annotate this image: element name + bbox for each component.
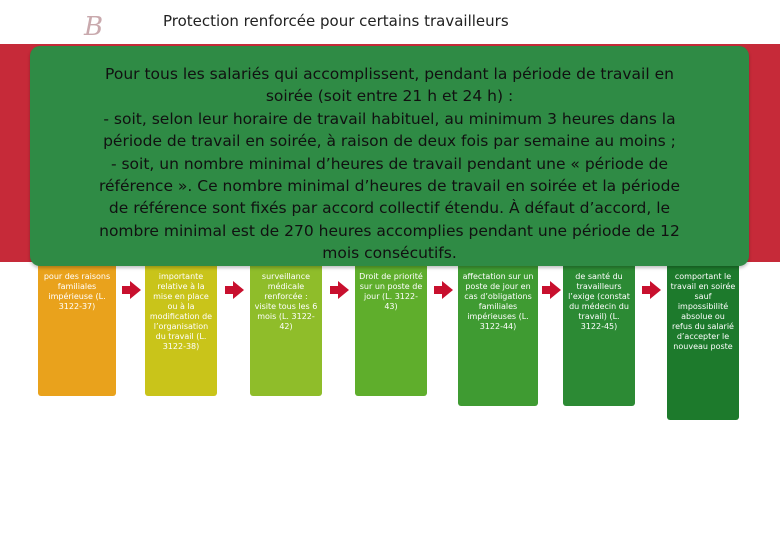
arrow-head-icon bbox=[650, 281, 661, 299]
step-text: Droit de priorité sur un poste de jour (L. 3122-43) bbox=[359, 272, 423, 311]
step-box-1 bbox=[38, 248, 116, 396]
step-text: importante relative à la mise en place ou à la modification de l’organisation du travail (L. 3122-38) bbox=[149, 272, 213, 351]
arrow-icon bbox=[330, 286, 338, 294]
arrow-head-icon bbox=[442, 281, 453, 299]
step-text: affectation sur un poste de jour en cas d’obligations familiales impérieuses (L. 3122-44) bbox=[462, 272, 534, 331]
logo: B bbox=[84, 12, 104, 42]
arrow-icon bbox=[122, 286, 130, 294]
callout-line: - soit, un nombre minimal d’heures de travail pendant une « période de bbox=[110, 154, 669, 173]
step-box-2 bbox=[145, 248, 217, 396]
slide-header bbox=[0, 0, 780, 44]
callout-line: soirée (soit entre 21 h et 24 h) : bbox=[265, 87, 514, 106]
callout-line: mois consécutifs. bbox=[322, 244, 457, 263]
arrow-icon bbox=[434, 286, 442, 294]
step-text: comportant le travail en soirée sauf impossibilité absolue ou refus du salarié d’accepter le nouveau poste bbox=[670, 272, 736, 351]
definition-callout bbox=[30, 46, 749, 266]
step-text: pour des raisons familiales impérieuse (L. 3122-37) bbox=[43, 272, 111, 311]
arrow-head-icon bbox=[550, 281, 561, 299]
step-text: de santé du travailleurs l’exige (constat du médecin du travail) (L. 3122-45) bbox=[568, 272, 630, 331]
step-box-7 bbox=[667, 248, 739, 420]
callout-line: - soit, selon leur horaire de travail habituel, au minimum 3 heures dans la bbox=[103, 109, 676, 128]
step-box-3 bbox=[250, 248, 322, 396]
arrow-head-icon bbox=[233, 281, 244, 299]
arrow-icon bbox=[542, 286, 550, 294]
callout-line: référence ». Ce nombre minimal d’heures de travail en soirée et la période bbox=[98, 177, 680, 196]
arrow-head-icon bbox=[338, 281, 349, 299]
callout-line: période de travail en soirée, à raison de deux fois par semaine au moins ; bbox=[103, 132, 676, 151]
arrow-icon bbox=[225, 286, 233, 294]
step-text: surveillance médicale renforcée : visite tous les 6 mois (L. 3122-42) bbox=[254, 272, 318, 331]
arrow-head-icon bbox=[130, 281, 141, 299]
step-box-6 bbox=[563, 248, 635, 406]
callout-line: Pour tous les salariés qui accomplissent, pendant la période de travail en bbox=[105, 65, 674, 83]
arrow-icon bbox=[642, 286, 650, 294]
callout-line: nombre minimal est de 270 heures accomplies pendant une période de 12 bbox=[99, 221, 680, 240]
step-box-4 bbox=[355, 248, 427, 396]
slide-title: Protection renforcée pour certains travailleurs bbox=[163, 12, 509, 30]
step-box-5 bbox=[458, 248, 538, 406]
callout-line: de référence sont fixés par accord collectif étendu. À défaut d’accord, le bbox=[108, 199, 671, 218]
